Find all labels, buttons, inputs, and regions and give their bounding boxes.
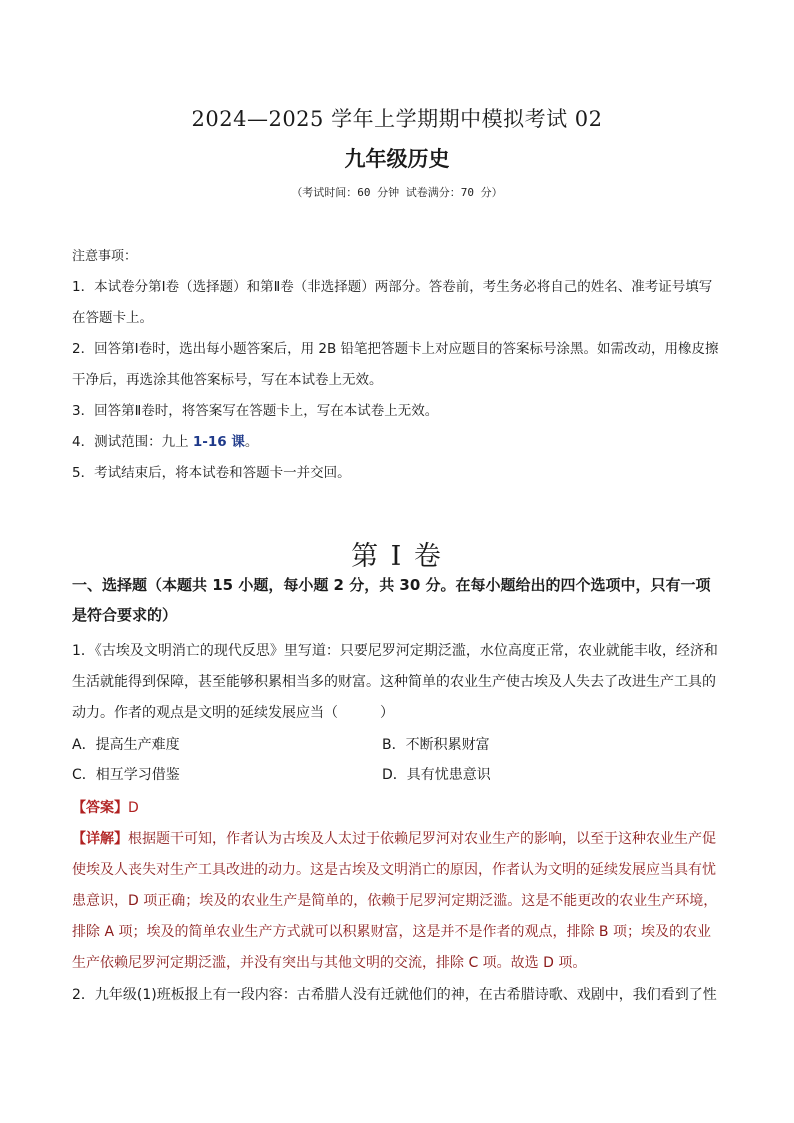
section-description: 一、选择题（本题共 15 小题，每小题 2 分，共 30 分。在每小题给出的四个选项中，只有一项是符合要求的） xyxy=(72,576,711,624)
notice-item-3: 3．回答第Ⅱ卷时，将答案写在答题卡上，写在本试卷上无效。 xyxy=(72,403,439,419)
option-d: D．具有忧患意识 xyxy=(382,767,491,783)
test-scope-highlight: 1-16 课 xyxy=(192,434,245,450)
notice-item-1: 1．本试卷分第Ⅰ卷（选择题）和第Ⅱ卷（非选择题）两部分。答卷前，考生务必将自己的姓名、准考证号填写在答题卡上。 xyxy=(72,279,713,326)
exam-title: 2024—2025 学年上学期期中模拟考试 02 xyxy=(191,107,603,131)
notice-item-4 xyxy=(72,427,724,458)
option-b: B．不断积累财富 xyxy=(382,737,490,753)
notice-item-2: 2．回答第Ⅰ卷时，选出每小题答案后，用 2B 铅笔把答题卡上对应题目的答案标号涂黑。如需改动，用橡皮擦干净后，再选涂其他答案标号，写在本试卷上无效。 xyxy=(72,341,719,388)
option-a: A．提高生产难度 xyxy=(72,737,180,753)
notice-list xyxy=(72,272,724,489)
notice-item-4-suffix: 。 xyxy=(244,434,259,450)
question-2-stem: 2．九年级(1)班板报上有一段内容：古希腊人没有迁就他们的神，在古希腊诗歌、戏剧中，我们看到了性 xyxy=(72,987,717,1003)
question-1-answer xyxy=(72,793,724,824)
exam-subtitle: 九年级历史 xyxy=(344,147,450,171)
option-c: C．相互学习借鉴 xyxy=(72,767,180,783)
detail-tag: 【详解】 xyxy=(72,831,128,847)
detail-text: 根据题干可知，作者认为古埃及人太过于依赖尼罗河对农业生产的影响，以至于这种农业生产促使埃及人丧失对生产工具改进的动力。这是古埃及文明消亡的原因，作者认为文明的延续发展应当具有忧患意识，D 项正确；埃及的农业生产是简单的，依赖于尼罗河定期泛滥。这是不能更改的农业生产环境，排除 A 项；埃及的简单农业生产方式就可以积累财富，这是并不是作者的观点，排除 B 项；埃及的农业生产依赖尼罗河定期泛滥，并没有突出与其他文明的交流，排除 C 项。故选 D 项。 xyxy=(72,831,718,971)
answer-tag: 【答案】 xyxy=(72,800,128,816)
question-1-options xyxy=(72,730,724,790)
notice-item-4-prefix: 4．测试范围：九上 xyxy=(72,434,193,450)
section-title: 第 I 卷 xyxy=(351,541,443,572)
notice-item-5: 5．考试结束后，将本试卷和答题卡一并交回。 xyxy=(72,465,351,481)
question-1-detail xyxy=(72,824,724,979)
exam-info: （考试时间：60 分钟 试卷满分：70 分） xyxy=(291,186,503,199)
notice-heading: 注意事项： xyxy=(72,249,138,264)
answer-value: D xyxy=(128,800,139,816)
question-1-stem: 1．《古埃及文明消亡的现代反思》里写道：只要尼罗河定期泛滥，水位高度正常，农业就能丰收，经济和生活就能得到保障，甚至能够积累相当多的财富。这种简单的农业生产使古埃及人失去了改进生产工具的动力。作者的观点是文明的延续发展应当（ ） xyxy=(72,643,718,721)
